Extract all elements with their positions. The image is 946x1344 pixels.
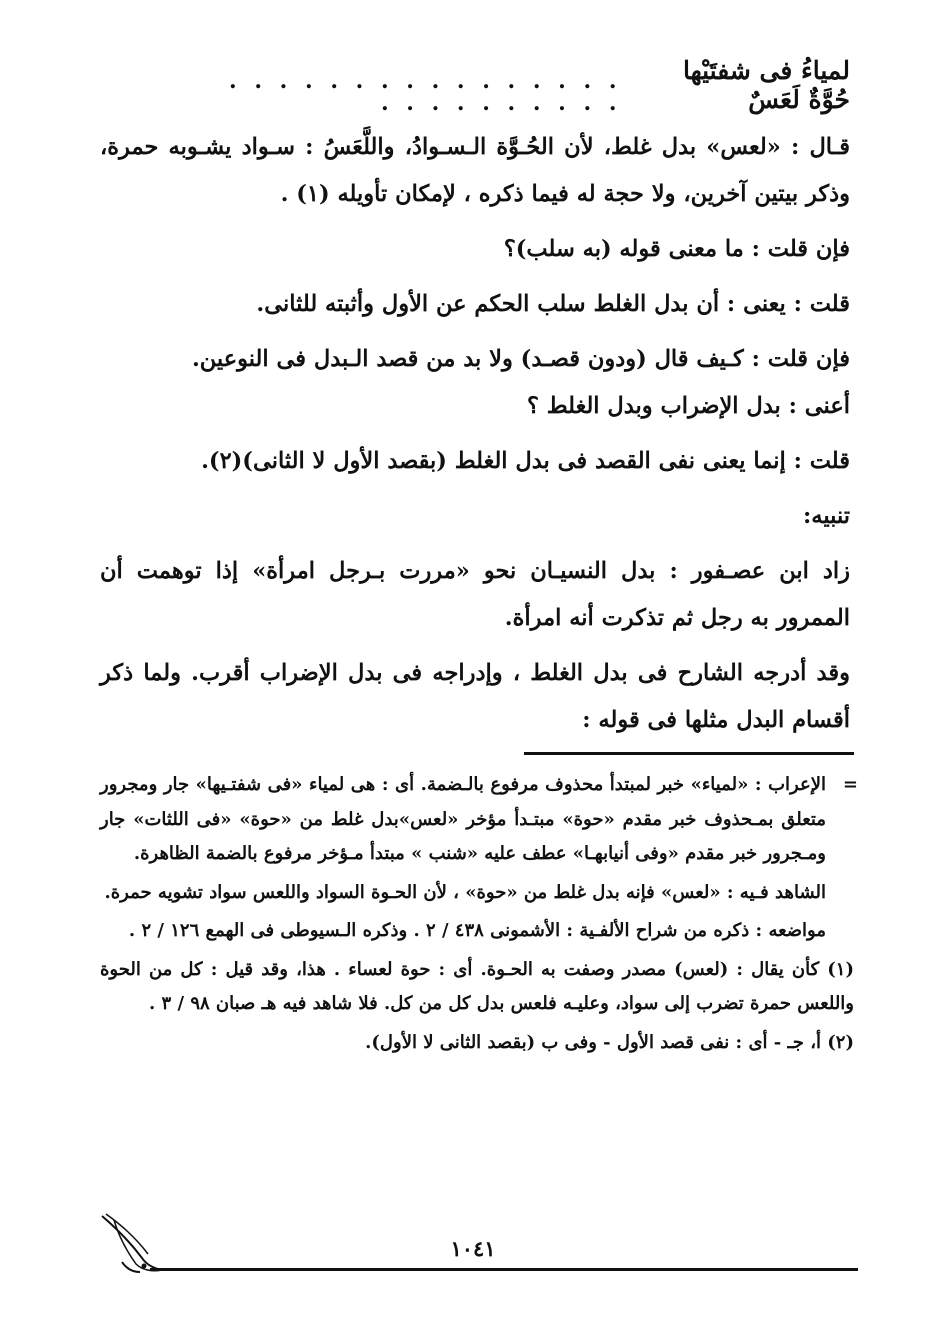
page-number: ١٠٤١ (450, 1236, 496, 1261)
paragraph-ibn-usfur: زاد ابن عصـفور : بدل النسيـان نحو «مررت بـرجل امرأة» إذا توهمت أن الممرور به رجل ثم تذكرت أنه امرأة. (100, 558, 850, 631)
footnote-irab-text: الإعراب : «لمياء» خبر لمبتدأ محذوف مرفوع بالـضمة. أى : هى لمياء «فى شفتـيها» جار ومجرور متعلق بمـحذوف خبر مقدم «حوة» مبتـدأ مؤخر «لعس»بدل غلط من «حوة» «فى اللثات» جار ومـجرور خبر مقدم «وفى أنيابهـا» عطف عليه «شنب » مبتدأ مـؤخر مرفوع بالضمة الظاهرة. (100, 774, 826, 864)
paragraph-question-1: فإن قلت : ما معنى قوله (به سلب)؟ (503, 236, 850, 262)
verse-hemistich: لمياءُ فى شفتَيْها حُوَّةٌ لَعَسٌ (682, 56, 850, 114)
footnote-mawadi-text: مواضعه : ذكره من شراح الألفـية : الأشمونى ٤٣٨ / ٢ . وذكره الـسيوطى فى الهمع ١٢٦ / ٢ . (128, 920, 826, 941)
footnote-shahid (100, 876, 854, 911)
main-text (100, 124, 850, 744)
paragraph-clarification: أعنى : بدل الإضراب وبدل الغلط ؟ (527, 393, 850, 419)
footnote-shahid-text: الشاهد فـيه : «لعس» فإنه بدل غلط من «حوة» ، لأن الحـوة السواد واللعس سواد تشويه حمرة. (104, 881, 826, 903)
footnote-irab (100, 768, 858, 872)
verse-ellipsis: . . . . . . . . . . . . . . . . . . . . . . . . . . (229, 68, 622, 116)
footnote-1: (١) كأن يقال : (لعس) مصدر وصفت به الحـوة. أى : حوة لعساء . هذا، وقد قيل : كل من الحوة واللعس حمرة تضرب إلى سواد، وعليـه فلعس بدل كل من كل. فلا شاهد فيه هـ صبان ٩٨ / ٣ . (100, 958, 854, 1014)
footnote-mawadi (100, 914, 854, 949)
paragraph-answer-2: قلت : إنما يعنى نفى القصد فى بدل الغلط (بقصد الأول لا الثانى)(٢). (201, 448, 850, 474)
paragraph-question-2: فإن قلت : كـيف قال (ودون قصـد) ولا بد من قصد الـبدل فى النوعين. (191, 346, 850, 372)
footnotes (100, 768, 858, 1060)
footnote-separator (524, 752, 854, 755)
paragraph-qala: قـال : «لعس» بدل غلط، لأن الحُـوَّة الـسـوادُ، واللَّعَسُ : سـواد يشـوبه حمرة، وذكر بيتين آخرين، ولا حجة له فيما ذكره ، لإمكان تأويله (١) . (100, 134, 850, 207)
bottom-rule (150, 1268, 858, 1271)
quill-pen-icon (96, 1210, 168, 1276)
footnote-2: (٢) أ، جـ - أى : نفى قصد الأول - وفى ب (بقصد الثانى لا الأول). (365, 1031, 854, 1053)
paragraph-answer-1: قلت : يعنى : أن بدل الغلط سلب الحكم عن الأول وأثبته للثانى. (256, 291, 850, 317)
paragraph-sharih: وقد أدرجه الشارح فى بدل الغلط ، وإدراجه فى بدل الإضراب أقرب. ولما ذكر أقسام البدل مثلها فى قوله : (100, 660, 850, 733)
verse-line (220, 56, 850, 116)
footnote-continuation-mark: = (842, 774, 858, 795)
section-heading-tanbih: تنبيه: (803, 503, 850, 529)
